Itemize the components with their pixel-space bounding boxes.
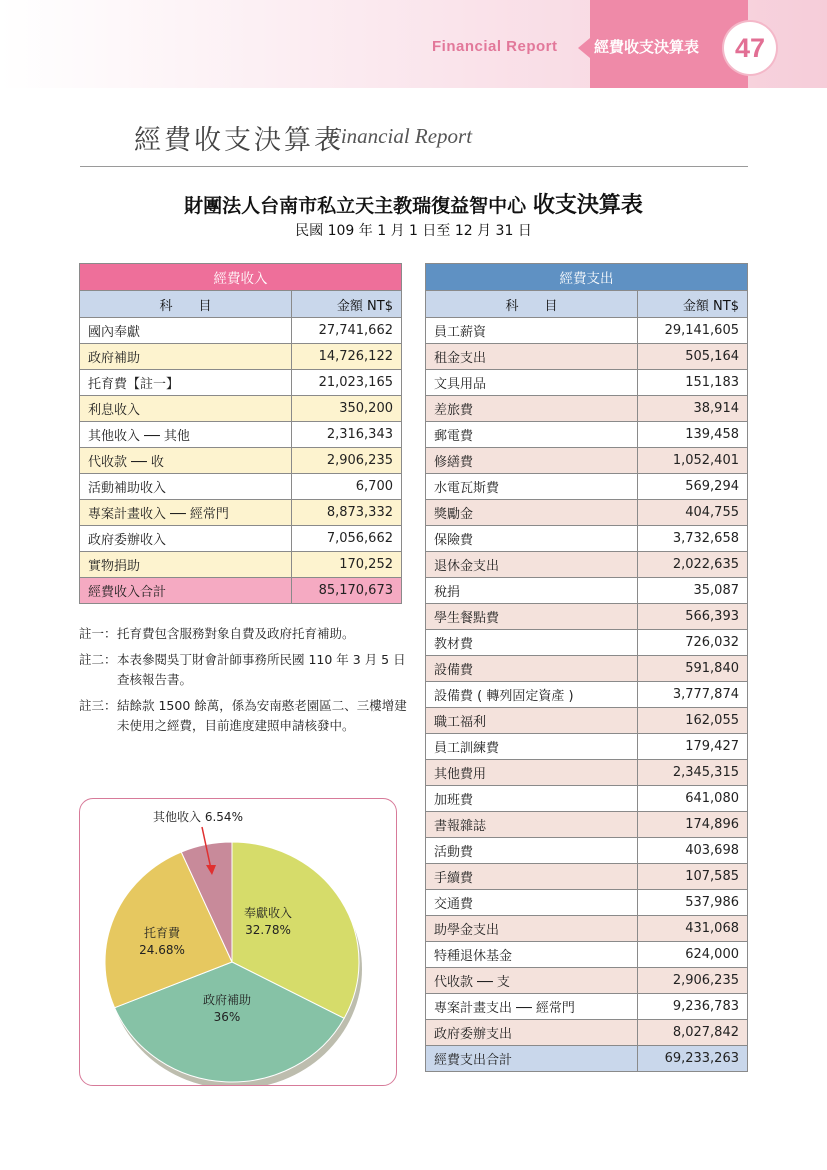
page-number: 47	[734, 33, 766, 63]
expense-amount: 9,236,783	[638, 994, 748, 1020]
footnote	[79, 696, 409, 736]
expense-item: 郵電費	[426, 422, 638, 448]
income-row	[80, 344, 402, 370]
expense-row	[426, 422, 748, 448]
expense-item: 其他費用	[426, 760, 638, 786]
income-item: 國內奉獻	[80, 318, 292, 344]
expense-amount: 8,027,842	[638, 1020, 748, 1046]
expense-amount: 569,294	[638, 474, 748, 500]
expense-row	[426, 604, 748, 630]
footnotes	[79, 624, 409, 742]
income-amount: 2,316,343	[292, 422, 402, 448]
income-row	[80, 526, 402, 552]
expense-row	[426, 630, 748, 656]
expense-item: 保險費	[426, 526, 638, 552]
income-col-amount: 金額 NT$	[292, 291, 402, 318]
income-item: 實物捐助	[80, 552, 292, 578]
expense-row	[426, 656, 748, 682]
expense-item: 特種退休基金	[426, 942, 638, 968]
expense-amount: 35,087	[638, 578, 748, 604]
expense-row	[426, 682, 748, 708]
expense-amount: 566,393	[638, 604, 748, 630]
income-table	[79, 263, 402, 604]
income-row	[80, 370, 402, 396]
footnote-text: 托育費包含服務對象自費及政府托育補助。	[117, 626, 355, 641]
footnote-text: 本表參閱吳丁財會計師事務所民國 110 年 3 月 5 日查核報告書。	[117, 652, 406, 687]
document-title-main: 財團法人台南市私立天主教瑞復益智中心	[184, 195, 527, 217]
expense-amount: 29,141,605	[638, 318, 748, 344]
expense-row	[426, 968, 748, 994]
income-item: 利息收入	[80, 396, 292, 422]
expense-row	[426, 812, 748, 838]
expense-row	[426, 734, 748, 760]
expense-item: 修繕費	[426, 448, 638, 474]
expense-item: 設備費	[426, 656, 638, 682]
expense-amount: 726,032	[638, 630, 748, 656]
pie-chart	[80, 799, 396, 1085]
footnote-label: 註三：	[79, 698, 117, 713]
income-amount: 170,252	[292, 552, 402, 578]
expense-row	[426, 942, 748, 968]
expense-amount: 174,896	[638, 812, 748, 838]
expense-amount: 139,458	[638, 422, 748, 448]
expense-item: 差旅費	[426, 396, 638, 422]
expense-amount: 2,022,635	[638, 552, 748, 578]
expense-row	[426, 994, 748, 1020]
expense-row	[426, 370, 748, 396]
expense-row	[426, 890, 748, 916]
income-amount: 85,170,673	[292, 578, 402, 604]
footnote	[79, 624, 409, 644]
expense-amount: 403,698	[638, 838, 748, 864]
expense-amount: 641,080	[638, 786, 748, 812]
income-total-row	[80, 578, 402, 604]
income-item: 政府委辦收入	[80, 526, 292, 552]
expense-row	[426, 526, 748, 552]
income-rows	[80, 318, 402, 604]
income-item: 政府補助	[80, 344, 292, 370]
expense-amount: 1,052,401	[638, 448, 748, 474]
income-col-item: 科 目	[80, 291, 292, 318]
income-item: 代收款 ── 收	[80, 448, 292, 474]
expense-amount: 505,164	[638, 344, 748, 370]
expense-row	[426, 760, 748, 786]
expense-item: 加班費	[426, 786, 638, 812]
expense-amount: 179,427	[638, 734, 748, 760]
income-row	[80, 422, 402, 448]
expense-item: 助學金支出	[426, 916, 638, 942]
expense-item: 經費支出合計	[426, 1046, 638, 1072]
header-tab-title: 經費收支決算表	[594, 38, 700, 56]
expense-row	[426, 344, 748, 370]
pie-label-name: 政府補助	[202, 993, 252, 1007]
expense-amount: 591,840	[638, 656, 748, 682]
expense-row	[426, 916, 748, 942]
pie-label-value: 32.78%	[245, 923, 291, 937]
income-row	[80, 500, 402, 526]
expense-item: 員工訓練費	[426, 734, 638, 760]
pie-label-value: 24.68%	[139, 943, 185, 957]
expense-item: 教材費	[426, 630, 638, 656]
expense-item: 代收款 ── 支	[426, 968, 638, 994]
expense-amount: 624,000	[638, 942, 748, 968]
income-item: 托育費【註一】	[80, 370, 292, 396]
income-row	[80, 448, 402, 474]
expense-row	[426, 786, 748, 812]
expense-amount: 537,986	[638, 890, 748, 916]
expense-row	[426, 448, 748, 474]
pie-label-name: 奉獻收入	[243, 906, 293, 920]
expense-amount: 38,914	[638, 396, 748, 422]
expense-item: 書報雜誌	[426, 812, 638, 838]
income-item: 經費收入合計	[80, 578, 292, 604]
expense-rows	[426, 318, 748, 1072]
footnote-text: 結餘款 1500 餘萬，係為安南憨老園區二、三樓增建未使用之經費，目前進度建照申請核發中。	[117, 698, 407, 733]
expense-row	[426, 578, 748, 604]
pie-label-name: 托育費	[143, 926, 181, 940]
income-amount: 2,906,235	[292, 448, 402, 474]
income-amount: 21,023,165	[292, 370, 402, 396]
document-period: 民國 109 年 1 月 1 日至 12 月 31 日	[295, 223, 532, 239]
expense-amount: 107,585	[638, 864, 748, 890]
income-amount: 14,726,122	[292, 344, 402, 370]
expense-item: 員工薪資	[426, 318, 638, 344]
expense-amount: 2,906,235	[638, 968, 748, 994]
expense-table	[425, 263, 748, 1072]
section-title-zh: 經費收支決算表	[134, 125, 344, 156]
expense-item: 政府委辦支出	[426, 1020, 638, 1046]
expense-amount: 404,755	[638, 500, 748, 526]
income-row	[80, 318, 402, 344]
title-divider	[80, 166, 748, 167]
document-title-suffix: 收支決算表	[532, 193, 643, 218]
expense-item: 活動費	[426, 838, 638, 864]
expense-total-row	[426, 1046, 748, 1072]
expense-banner: 經費支出	[426, 264, 748, 291]
expense-row	[426, 396, 748, 422]
income-row	[80, 552, 402, 578]
income-amount: 27,741,662	[292, 318, 402, 344]
income-row	[80, 396, 402, 422]
expense-item: 退休金支出	[426, 552, 638, 578]
expense-col-item: 科 目	[426, 291, 638, 318]
header-label: Financial Report	[432, 38, 558, 55]
footnote-label: 註一：	[79, 626, 117, 641]
expense-row	[426, 864, 748, 890]
expense-item: 設備費 ( 轉列固定資產 )	[426, 682, 638, 708]
expense-item: 文具用品	[426, 370, 638, 396]
expense-item: 職工福利	[426, 708, 638, 734]
income-item: 專案計畫收入 ── 經常門	[80, 500, 292, 526]
income-amount: 350,200	[292, 396, 402, 422]
expense-item: 手續費	[426, 864, 638, 890]
expense-item: 交通費	[426, 890, 638, 916]
expense-item: 專案計畫支出 ── 經常門	[426, 994, 638, 1020]
income-amount: 7,056,662	[292, 526, 402, 552]
expense-row	[426, 1020, 748, 1046]
expense-amount: 162,055	[638, 708, 748, 734]
expense-row	[426, 318, 748, 344]
pie-chart-panel	[79, 798, 397, 1086]
expense-row	[426, 500, 748, 526]
income-amount: 6,700	[292, 474, 402, 500]
expense-amount: 3,732,658	[638, 526, 748, 552]
header-tab-notch	[578, 38, 590, 58]
document-title	[0, 188, 827, 219]
expense-row	[426, 552, 748, 578]
expense-row	[426, 708, 748, 734]
expense-row	[426, 474, 748, 500]
income-banner: 經費收入	[80, 264, 402, 291]
expense-item: 水電瓦斯費	[426, 474, 638, 500]
expense-amount: 69,233,263	[638, 1046, 748, 1072]
expense-amount: 151,183	[638, 370, 748, 396]
footnote-label: 註二：	[79, 652, 117, 667]
expense-col-amount: 金額 NT$	[638, 291, 748, 318]
expense-amount: 431,068	[638, 916, 748, 942]
pie-label-value: 36%	[213, 1010, 241, 1024]
income-row	[80, 474, 402, 500]
expense-amount: 2,345,315	[638, 760, 748, 786]
pie-label-name: 其他收入 6.54%	[153, 810, 243, 824]
income-amount: 8,873,332	[292, 500, 402, 526]
expense-row	[426, 838, 748, 864]
expense-item: 稅捐	[426, 578, 638, 604]
expense-item: 租金支出	[426, 344, 638, 370]
section-title-en: Financial Report	[328, 124, 473, 148]
expense-amount: 3,777,874	[638, 682, 748, 708]
footnote	[79, 650, 409, 690]
income-item: 其他收入 ── 其他	[80, 422, 292, 448]
income-item: 活動補助收入	[80, 474, 292, 500]
expense-item: 獎勵金	[426, 500, 638, 526]
expense-item: 學生餐點費	[426, 604, 638, 630]
